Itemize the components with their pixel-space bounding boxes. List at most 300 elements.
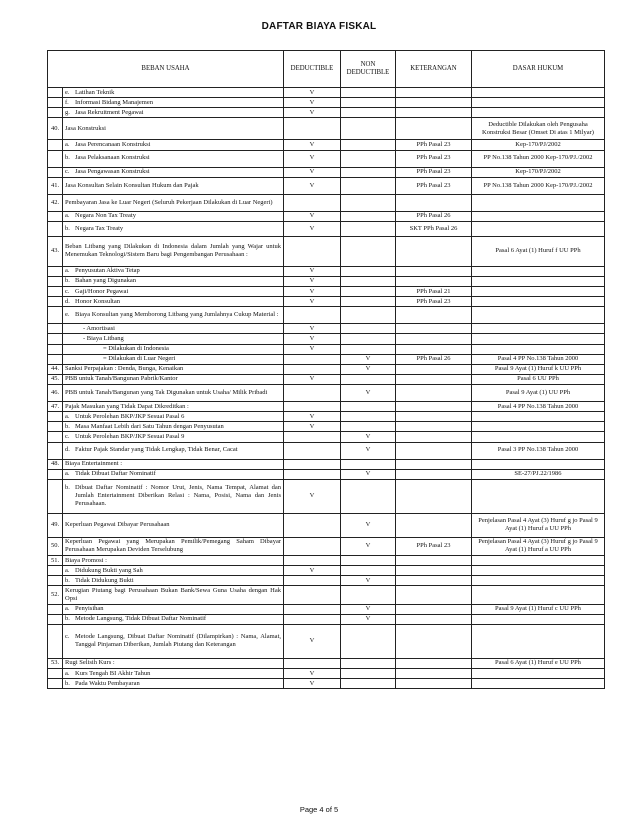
row-description-text: Masa Manfaat Lebih dari Satu Tahun dengan Penyusutan	[75, 422, 224, 430]
row-sub-letter: a.	[65, 605, 70, 613]
dasar-hukum-cell	[472, 679, 605, 689]
table-row	[48, 266, 605, 276]
row-description-text: Jasa Rekruitment Pegawai	[75, 108, 144, 116]
row-description	[63, 537, 284, 555]
keterangan-cell: PPh Pasal 23	[396, 150, 472, 167]
non-deductible-mark	[341, 140, 396, 150]
table-row	[48, 297, 605, 307]
row-description	[63, 422, 284, 432]
table-row	[48, 287, 605, 297]
row-number	[48, 167, 63, 177]
row-number	[48, 576, 63, 586]
row-description-text: Kurs Tengah BI Akhir Tahun	[75, 669, 151, 677]
dasar-hukum-cell	[472, 412, 605, 422]
keterangan-cell	[396, 412, 472, 422]
non-deductible-mark	[341, 679, 396, 689]
deductible-mark	[284, 307, 341, 324]
row-sub-letter: b.	[65, 576, 70, 584]
dasar-hukum-cell: Kep-170/PJ/2002	[472, 167, 605, 177]
row-number	[48, 108, 63, 118]
row-number: 50.	[48, 537, 63, 555]
table-row	[48, 194, 605, 211]
deductible-mark: V	[284, 297, 341, 307]
deductible-mark: V	[284, 276, 341, 286]
row-description	[63, 194, 284, 211]
dasar-hukum-cell	[472, 586, 605, 604]
keterangan-cell	[396, 402, 472, 412]
row-description-text: Pembayaran Jasa ke Luar Negeri (Seluruh Pekerjaan Dilakukan di Luar Negeri)	[65, 198, 273, 206]
row-description-text: PBB untuk Tanah/Bangunan yang Tak Digunakan untuk Usaha/ Milik Pribadi	[65, 388, 268, 396]
keterangan-cell	[396, 432, 472, 442]
keterangan-cell	[396, 194, 472, 211]
dasar-hukum-cell	[472, 88, 605, 98]
row-description-text: Honor Konsultan	[75, 297, 120, 305]
deductible-mark	[284, 402, 341, 412]
table-row	[48, 88, 605, 98]
row-description	[63, 344, 284, 354]
dasar-hukum-cell: Deductible Dilakukan oleh Pengusaha Konstruksi Besar (Omset Di atas 1 Milyar)	[472, 118, 605, 140]
row-description	[63, 576, 284, 586]
row-number	[48, 98, 63, 108]
row-number	[48, 442, 63, 459]
row-description	[63, 402, 284, 412]
table-row	[48, 385, 605, 402]
row-number	[48, 479, 63, 513]
keterangan-cell	[396, 556, 472, 566]
row-description-text: Pada Waktu Pembayaran	[75, 679, 140, 687]
dasar-hukum-cell	[472, 324, 605, 334]
keterangan-cell	[396, 614, 472, 624]
row-number	[48, 566, 63, 576]
row-number	[48, 422, 63, 432]
row-sub-letter: b.	[65, 277, 70, 285]
row-number	[48, 324, 63, 334]
row-description-text: Pajak Masukan yang Tidak Dapat Dikreditkan :	[65, 402, 189, 410]
row-number	[48, 307, 63, 324]
table-row	[48, 513, 605, 537]
table-row	[48, 344, 605, 354]
deductible-mark	[284, 614, 341, 624]
row-sub-letter: a.	[65, 470, 70, 478]
row-description	[63, 479, 284, 513]
keterangan-cell	[396, 324, 472, 334]
row-sub-letter: e.	[65, 88, 70, 96]
table-row	[48, 364, 605, 374]
row-description-text: Metode Langsung, Tidak Dibuat Daftar Nominatif	[75, 615, 207, 623]
row-number	[48, 354, 63, 364]
table-row	[48, 402, 605, 412]
row-sub-letter: b.	[65, 484, 70, 492]
row-description	[63, 354, 284, 364]
deductible-mark: V	[284, 624, 341, 658]
deductible-mark: V	[284, 324, 341, 334]
table-row	[48, 422, 605, 432]
row-description	[63, 469, 284, 479]
table-row	[48, 624, 605, 658]
row-number: 46.	[48, 385, 63, 402]
row-sub-letter: c.	[65, 287, 70, 295]
row-sub-letter: a.	[65, 212, 70, 220]
deductible-mark: V	[284, 98, 341, 108]
row-number: 51.	[48, 556, 63, 566]
row-description	[63, 566, 284, 576]
page-footer: Page 4 of 5	[299, 805, 339, 814]
keterangan-cell	[396, 604, 472, 614]
row-description-text: Rugi Selisih Kurs :	[65, 659, 115, 667]
dasar-hukum-cell	[472, 344, 605, 354]
non-deductible-mark	[341, 236, 396, 266]
row-number: 52.	[48, 586, 63, 604]
row-number	[48, 669, 63, 679]
row-description-text: PBB untuk Tanah/Bangunan Pabrik/Kantor	[65, 375, 178, 383]
row-number	[48, 469, 63, 479]
row-number	[48, 604, 63, 614]
row-description-text: Faktur Pajak Standar yang Tidak Lengkap, Tidak Benar, Cacat	[75, 446, 238, 454]
dasar-hukum-cell: Pasal 4 PP No.138 Tahun 2000	[472, 402, 605, 412]
row-description	[63, 88, 284, 98]
row-description	[63, 140, 284, 150]
row-description	[63, 412, 284, 422]
table-row	[48, 276, 605, 286]
row-description-text: Jasa Pengawasan Konstruksi	[75, 168, 150, 175]
non-deductible-mark	[341, 118, 396, 140]
row-sub-letter: g.	[65, 108, 70, 116]
dasar-hukum-cell: Pasal 9 Ayat (1) Huruf c UU PPh	[472, 604, 605, 614]
deductible-mark	[284, 432, 341, 442]
non-deductible-mark	[341, 422, 396, 432]
row-sub-letter: e.	[65, 311, 70, 319]
keterangan-cell	[396, 276, 472, 286]
table-row	[48, 432, 605, 442]
table-row	[48, 221, 605, 236]
dasar-hukum-cell	[472, 556, 605, 566]
non-deductible-mark	[341, 266, 396, 276]
table-row	[48, 324, 605, 334]
table-row	[48, 442, 605, 459]
dasar-hukum-cell: PP No.138 Tahun 2000 Kep-170/PJ./2002	[472, 177, 605, 194]
row-description	[63, 624, 284, 658]
keterangan-cell	[396, 679, 472, 689]
deductible-mark	[284, 604, 341, 614]
row-description-text: Dibuat Daftar Nominatif : Nomor Urut, Jenis, Nama Tempat, Alamat dan Jumlah Entertainment Diberikan Relasi : Nama, Posisi, Nama dan Jenis Perusahaan.	[75, 484, 281, 508]
table-row	[48, 566, 605, 576]
header-beban-usaha: BEBAN USAHA	[48, 51, 284, 88]
table-row	[48, 211, 605, 221]
deductible-mark	[284, 658, 341, 668]
row-description	[63, 442, 284, 459]
keterangan-cell	[396, 385, 472, 402]
row-number	[48, 211, 63, 221]
deductible-mark: V	[284, 88, 341, 98]
dasar-hukum-cell	[472, 422, 605, 432]
keterangan-cell	[396, 513, 472, 537]
row-sub-letter: d.	[65, 297, 70, 305]
deductible-mark: V	[284, 412, 341, 422]
row-number: 45.	[48, 374, 63, 384]
deductible-mark	[284, 513, 341, 537]
keterangan-cell	[396, 108, 472, 118]
row-sub-letter: b.	[65, 615, 70, 623]
row-description-text: Negara Non Tax Treaty	[75, 212, 136, 220]
dasar-hukum-cell	[472, 669, 605, 679]
non-deductible-mark	[341, 211, 396, 221]
dasar-hukum-cell	[472, 459, 605, 469]
row-description	[63, 98, 284, 108]
row-number	[48, 297, 63, 307]
table-row	[48, 140, 605, 150]
deductible-mark	[284, 118, 341, 140]
deductible-mark	[284, 236, 341, 266]
non-deductible-mark	[341, 402, 396, 412]
row-description-text: Jasa Konsultan Selain Konsultan Hukum dan Pajak	[65, 181, 199, 189]
non-deductible-mark: V	[341, 354, 396, 364]
row-description	[63, 614, 284, 624]
fiscal-cost-table	[47, 50, 605, 689]
table-row	[48, 167, 605, 177]
row-number	[48, 140, 63, 150]
non-deductible-mark	[341, 108, 396, 118]
keterangan-cell: PPh Pasal 23	[396, 167, 472, 177]
table-row	[48, 479, 605, 513]
deductible-mark: V	[284, 374, 341, 384]
table-row	[48, 556, 605, 566]
row-number: 41.	[48, 177, 63, 194]
row-description-text: - Amortisasi	[83, 324, 115, 332]
row-number	[48, 412, 63, 422]
non-deductible-mark	[341, 150, 396, 167]
table-row	[48, 576, 605, 586]
non-deductible-mark: V	[341, 385, 396, 402]
dasar-hukum-cell	[472, 307, 605, 324]
row-description	[63, 266, 284, 276]
deductible-mark: V	[284, 167, 341, 177]
row-number: 40.	[48, 118, 63, 140]
row-description-text: Bahan yang Digunakan	[75, 277, 137, 285]
table-row	[48, 586, 605, 604]
row-description	[63, 287, 284, 297]
deductible-mark: V	[284, 422, 341, 432]
non-deductible-mark	[341, 88, 396, 98]
non-deductible-mark	[341, 459, 396, 469]
document-title: DAFTAR BIAYA FISKAL	[261, 21, 377, 32]
deductible-mark: V	[284, 266, 341, 276]
deductible-mark	[284, 194, 341, 211]
row-sub-letter: a.	[65, 140, 70, 148]
deductible-mark	[284, 354, 341, 364]
row-number	[48, 287, 63, 297]
deductible-mark	[284, 469, 341, 479]
row-description	[63, 236, 284, 266]
row-number	[48, 344, 63, 354]
row-sub-letter: c.	[65, 633, 70, 641]
row-sub-letter: d.	[65, 446, 70, 454]
deductible-mark: V	[284, 679, 341, 689]
row-description-text: Latihan Teknik	[75, 88, 115, 96]
keterangan-cell	[396, 344, 472, 354]
keterangan-cell	[396, 669, 472, 679]
row-description-text: Biaya Promosi :	[65, 556, 107, 564]
dasar-hukum-cell	[472, 479, 605, 513]
dasar-hukum-cell	[472, 624, 605, 658]
deductible-mark: V	[284, 566, 341, 576]
row-description-text: Kerugian Piutang bagi Perusahaan Bukan Bank/Sewa Guna Usaha dengan Hak Opsi	[65, 586, 281, 602]
table-row	[48, 334, 605, 344]
row-description	[63, 364, 284, 374]
table-row	[48, 236, 605, 266]
row-description	[63, 108, 284, 118]
deductible-mark: V	[284, 334, 341, 344]
dasar-hukum-cell	[472, 566, 605, 576]
row-number	[48, 266, 63, 276]
dasar-hukum-cell: Pasal 9 Ayat (1) UU PPh	[472, 385, 605, 402]
keterangan-cell: PPh Pasal 23	[396, 297, 472, 307]
table-header-row	[48, 51, 605, 88]
row-number: 49.	[48, 513, 63, 537]
table-row	[48, 354, 605, 364]
non-deductible-mark: V	[341, 614, 396, 624]
keterangan-cell: SKT PPh Pasal 26	[396, 221, 472, 236]
deductible-mark	[284, 556, 341, 566]
row-description-text: Untuk Perolehan BKP/JKP Sesuai Pasal 9	[75, 432, 185, 440]
dasar-hukum-cell	[472, 334, 605, 344]
keterangan-cell: PPh Pasal 26	[396, 354, 472, 364]
header-non-deductible: NON DEDUCTIBLE	[341, 51, 396, 88]
dasar-hukum-cell	[472, 108, 605, 118]
deductible-mark	[284, 459, 341, 469]
deductible-mark: V	[284, 150, 341, 167]
table-body	[48, 88, 605, 689]
non-deductible-mark: V	[341, 537, 396, 555]
table-row	[48, 307, 605, 324]
non-deductible-mark: V	[341, 469, 396, 479]
deductible-mark: V	[284, 479, 341, 513]
row-description-text: Tidak Dibuat Daftar Nominatif	[75, 470, 156, 478]
dasar-hukum-cell	[472, 614, 605, 624]
keterangan-cell	[396, 98, 472, 108]
non-deductible-mark: V	[341, 364, 396, 374]
deductible-mark	[284, 364, 341, 374]
keterangan-cell	[396, 422, 472, 432]
dasar-hukum-cell: Pasal 6 UU PPh	[472, 374, 605, 384]
dasar-hukum-cell: Pasal 4 PP No.138 Tahun 2000	[472, 354, 605, 364]
row-number	[48, 624, 63, 658]
non-deductible-mark	[341, 177, 396, 194]
row-description-text: Tidak Didukung Bukti	[75, 576, 134, 584]
table-row	[48, 604, 605, 614]
row-number	[48, 334, 63, 344]
keterangan-cell	[396, 118, 472, 140]
row-description-text: Keperluan Pegawai yang Merupakan Pemilik/Pemegang Saham Dibayar Perusahaan Merupakan Deviden Terselubung	[65, 538, 281, 554]
row-number	[48, 276, 63, 286]
table-row	[48, 412, 605, 422]
row-number	[48, 679, 63, 689]
row-number	[48, 150, 63, 167]
keterangan-cell	[396, 334, 472, 344]
table-row	[48, 374, 605, 384]
keterangan-cell	[396, 479, 472, 513]
non-deductible-mark	[341, 287, 396, 297]
row-description	[63, 658, 284, 668]
keterangan-cell	[396, 658, 472, 668]
non-deductible-mark	[341, 334, 396, 344]
non-deductible-mark	[341, 586, 396, 604]
non-deductible-mark	[341, 276, 396, 286]
header-deductible: DEDUCTIBLE	[284, 51, 341, 88]
non-deductible-mark	[341, 221, 396, 236]
non-deductible-mark	[341, 344, 396, 354]
non-deductible-mark	[341, 167, 396, 177]
row-description-text: Metode Langsung, Dibuat Daftar Nominatif (Dilampirkan) : Nama, Alamat, Tanggal Pinjaman Diberikan, Jumlah Piutang dan Keterangan	[75, 633, 281, 649]
row-number	[48, 614, 63, 624]
row-description	[63, 307, 284, 324]
row-description-text: Informasi Bidang Manajemen	[75, 98, 153, 106]
row-description-text: Didukung Bukti yang Sah	[75, 566, 143, 574]
row-number: 44.	[48, 364, 63, 374]
non-deductible-mark	[341, 556, 396, 566]
deductible-mark	[284, 576, 341, 586]
deductible-mark: V	[284, 221, 341, 236]
row-description	[63, 459, 284, 469]
deductible-mark: V	[284, 344, 341, 354]
keterangan-cell	[396, 586, 472, 604]
row-sub-letter: a.	[65, 669, 70, 677]
row-number	[48, 432, 63, 442]
row-description	[63, 374, 284, 384]
non-deductible-mark: V	[341, 432, 396, 442]
non-deductible-mark	[341, 297, 396, 307]
dasar-hukum-cell: SE-27/PJ.22/1986	[472, 469, 605, 479]
keterangan-cell	[396, 374, 472, 384]
table-row	[48, 177, 605, 194]
keterangan-cell	[396, 442, 472, 459]
keterangan-cell: PPh Pasal 23	[396, 537, 472, 555]
row-description	[63, 221, 284, 236]
non-deductible-mark: V	[341, 513, 396, 537]
table-row	[48, 658, 605, 668]
dasar-hukum-cell	[472, 297, 605, 307]
deductible-mark	[284, 442, 341, 459]
deductible-mark: V	[284, 140, 341, 150]
row-description-text: Biaya Konsultan yang Memborong Litbang yang Jumlahnya Cukup Material :	[75, 311, 279, 319]
keterangan-cell: PPh Pasal 21	[396, 287, 472, 297]
row-sub-letter: a.	[65, 412, 70, 420]
table-row	[48, 150, 605, 167]
non-deductible-mark	[341, 98, 396, 108]
non-deductible-mark	[341, 669, 396, 679]
keterangan-cell	[396, 307, 472, 324]
table-row	[48, 614, 605, 624]
row-description	[63, 679, 284, 689]
row-description	[63, 324, 284, 334]
keterangan-cell	[396, 576, 472, 586]
keterangan-cell	[396, 236, 472, 266]
keterangan-cell	[396, 266, 472, 276]
table-row	[48, 537, 605, 555]
table-row	[48, 469, 605, 479]
row-sub-letter: c.	[65, 168, 70, 175]
non-deductible-mark	[341, 479, 396, 513]
keterangan-cell	[396, 566, 472, 576]
non-deductible-mark	[341, 658, 396, 668]
row-description-text: - Biaya Litbang	[83, 334, 124, 342]
table-row	[48, 98, 605, 108]
dasar-hukum-cell	[472, 276, 605, 286]
dasar-hukum-cell	[472, 221, 605, 236]
row-description	[63, 385, 284, 402]
row-description	[63, 211, 284, 221]
dasar-hukum-cell: PP No.138 Tahun 2000 Kep-170/PJ./2002	[472, 150, 605, 167]
row-number	[48, 88, 63, 98]
